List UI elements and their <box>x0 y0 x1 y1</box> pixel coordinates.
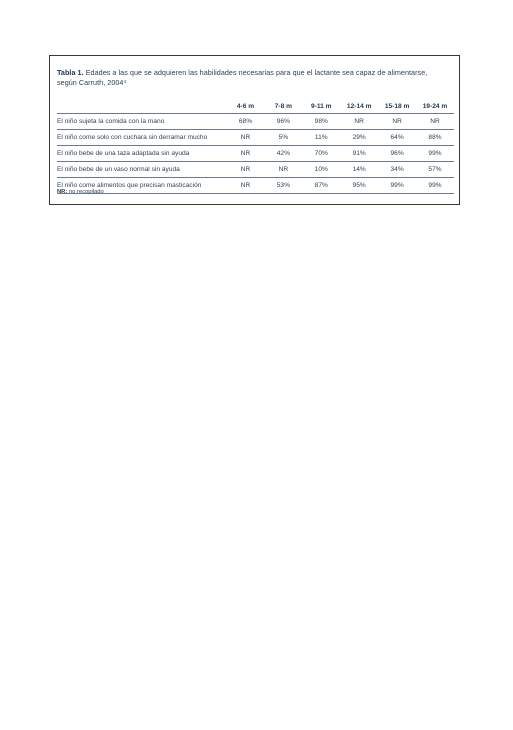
table-row <box>57 130 454 146</box>
skills-table <box>57 99 454 194</box>
table-cell: 11% <box>302 130 340 146</box>
table-caption <box>57 68 452 88</box>
footnote-text: no recopilado <box>68 189 104 195</box>
table-cell: 99% <box>416 178 454 194</box>
header-cell-7-8m: 7-8 m <box>264 99 302 114</box>
caption-label: Tabla 1. <box>57 68 84 77</box>
table-cell: NR <box>227 130 265 146</box>
table-cell: 10% <box>302 162 340 178</box>
table-cell: 68% <box>227 114 265 130</box>
table-row <box>57 162 454 178</box>
table-cell: 88% <box>416 130 454 146</box>
header-cell-blank <box>57 99 227 114</box>
header-cell-12-14m: 12-14 m <box>340 99 378 114</box>
table-cell: 87% <box>302 178 340 194</box>
table-cell: 99% <box>416 146 454 162</box>
table-cell: NR <box>340 114 378 130</box>
table-cell: NR <box>227 162 265 178</box>
table-footnote <box>57 189 104 195</box>
footnote-abbr: NR: <box>57 189 68 195</box>
table-cell: 42% <box>264 146 302 162</box>
caption-text2: según Carruth, 2004 <box>57 78 124 87</box>
table-cell: 91% <box>340 146 378 162</box>
table-header-row <box>57 99 454 114</box>
header-cell-9-11m: 9-11 m <box>302 99 340 114</box>
header-cell-19-24m: 19-24 m <box>416 99 454 114</box>
table-cell: 70% <box>302 146 340 162</box>
row-label: El niño sujeta la comida con la mano <box>57 114 227 130</box>
header-cell-4-6m: 4-6 m <box>227 99 265 114</box>
table-figure <box>49 55 460 205</box>
header-cell-15-18m: 15-18 m <box>378 99 416 114</box>
table-cell: NR <box>416 114 454 130</box>
row-label: El niño bebe de un vaso normal sin ayuda <box>57 162 227 178</box>
table-cell: 96% <box>378 146 416 162</box>
table-cell: 99% <box>378 178 416 194</box>
caption-text: Edades a las que se adquieren las habilidades necesarias para que el lactante sea capaz de alimentarse, <box>85 68 428 77</box>
table-cell: NR <box>264 162 302 178</box>
table-cell: 98% <box>302 114 340 130</box>
table-cell: 5% <box>264 130 302 146</box>
caption-ref: 4 <box>123 79 127 84</box>
row-label: El niño bebe de una taza adaptada sin ayuda <box>57 146 227 162</box>
table-cell: 29% <box>340 130 378 146</box>
row-label: El niño come solo con cuchara sin derramar mucho <box>57 130 227 146</box>
table-cell: 53% <box>264 178 302 194</box>
table-cell: 14% <box>340 162 378 178</box>
table-cell: NR <box>378 114 416 130</box>
table-cell: 64% <box>378 130 416 146</box>
row-label: El niño come alimentos que precisan masticación <box>57 178 227 194</box>
table-row <box>57 178 454 194</box>
table-row <box>57 146 454 162</box>
table-cell: 96% <box>264 114 302 130</box>
caption-line2 <box>57 78 452 88</box>
table-cell: NR <box>227 178 265 194</box>
table-cell: 57% <box>416 162 454 178</box>
table-cell: 95% <box>340 178 378 194</box>
table-cell: NR <box>227 146 265 162</box>
table-row <box>57 114 454 130</box>
table-cell: 34% <box>378 162 416 178</box>
